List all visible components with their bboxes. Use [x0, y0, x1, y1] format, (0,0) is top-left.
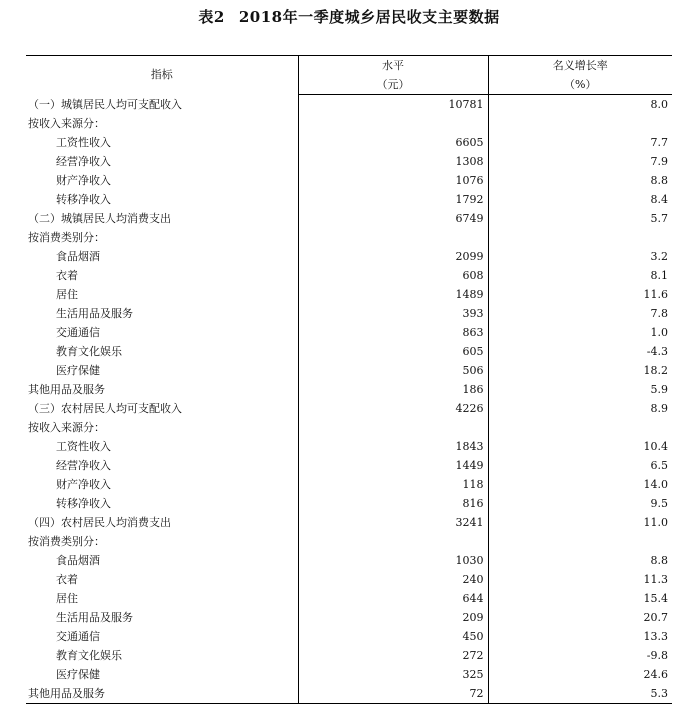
- table-row: [26, 399, 672, 418]
- table-row: [26, 437, 672, 456]
- table-number: 表2: [198, 8, 225, 26]
- header-growth: 名义增长率: [488, 56, 672, 77]
- table-row: [26, 646, 672, 665]
- row-label: 居住: [26, 285, 298, 304]
- row-level: 325: [298, 665, 488, 684]
- row-growth: 8.9: [650, 402, 668, 415]
- table-title-text: 2018年一季度城乡居民收支主要数据: [238, 8, 500, 26]
- row-label: 医疗保健: [26, 665, 298, 684]
- table-row: [26, 513, 672, 532]
- row-growth: 8.4: [650, 193, 668, 206]
- row-level: 72: [298, 684, 488, 704]
- row-label: 其他用品及服务: [26, 380, 298, 399]
- table-header: [26, 56, 672, 95]
- table-row: [26, 551, 672, 570]
- table-row: [26, 475, 672, 494]
- row-level: [298, 114, 488, 133]
- data-table: [26, 55, 672, 704]
- row-label: 经营净收入: [26, 456, 298, 475]
- table-row: [26, 95, 672, 115]
- row-growth: -4.3: [646, 345, 668, 358]
- table-row: [26, 247, 672, 266]
- row-growth: [488, 418, 672, 437]
- row-growth: 9.5: [650, 497, 668, 510]
- header-growth-unit: （%）: [488, 76, 672, 95]
- row-level: 118: [298, 475, 488, 494]
- row-level: 1076: [298, 171, 488, 190]
- row-label: 衣着: [26, 266, 298, 285]
- table-row: [26, 342, 672, 361]
- row-growth: 5.3: [488, 684, 672, 704]
- row-level: 1843: [298, 437, 488, 456]
- row-growth: 18.2: [643, 364, 668, 377]
- table-row: [26, 361, 672, 380]
- row-label: 工资性收入: [26, 437, 298, 456]
- table-row: [26, 665, 672, 684]
- row-level: [298, 228, 488, 247]
- row-growth: 8.1: [650, 269, 668, 282]
- row-label: 教育文化娱乐: [26, 342, 298, 361]
- table-row: [26, 152, 672, 171]
- row-growth: 20.7: [643, 611, 668, 624]
- table-row: [26, 323, 672, 342]
- table-row: [26, 456, 672, 475]
- row-level: 4226: [298, 399, 488, 418]
- row-label: 交通通信: [26, 323, 298, 342]
- table-row: [26, 114, 672, 133]
- row-label: （三）农村居民人均可支配收入: [26, 399, 298, 418]
- row-label: 转移净收入: [26, 190, 298, 209]
- row-label: 经营净收入: [26, 152, 298, 171]
- row-growth: 3.2: [650, 250, 668, 263]
- row-label: 其他用品及服务: [26, 684, 298, 704]
- row-label: （一）城镇居民人均可支配收入: [26, 95, 298, 115]
- table-row: [26, 171, 672, 190]
- row-level: 393: [298, 304, 488, 323]
- row-label: 按消费类别分：: [26, 228, 298, 247]
- row-label: 食品烟酒: [26, 247, 298, 266]
- row-label: 财产净收入: [26, 171, 298, 190]
- row-label: 按收入来源分：: [26, 418, 298, 437]
- row-level: 863: [298, 323, 488, 342]
- table-row: [26, 228, 672, 247]
- row-level: 6749: [298, 209, 488, 228]
- row-level: 2099: [298, 247, 488, 266]
- row-growth: 7.9: [650, 155, 668, 168]
- table-row: [26, 209, 672, 228]
- row-level: 10781: [298, 95, 488, 115]
- row-level: 506: [298, 361, 488, 380]
- row-growth: 11.3: [643, 573, 668, 586]
- table-row: [26, 133, 672, 152]
- row-label: 居住: [26, 589, 298, 608]
- row-label: 医疗保健: [26, 361, 298, 380]
- row-label: 交通通信: [26, 627, 298, 646]
- header-indicator: 指标: [26, 56, 298, 95]
- row-level: 450: [298, 627, 488, 646]
- row-growth: [488, 228, 672, 247]
- table-row: [26, 494, 672, 513]
- row-growth: -9.8: [646, 649, 668, 662]
- row-growth: [488, 532, 672, 551]
- row-growth: 10.4: [643, 440, 668, 453]
- row-level: 1449: [298, 456, 488, 475]
- row-growth: [488, 114, 672, 133]
- row-growth: 5.7: [650, 212, 668, 225]
- row-label: 生活用品及服务: [26, 608, 298, 627]
- row-level: 1489: [298, 285, 488, 304]
- row-growth: 13.3: [643, 630, 668, 643]
- row-level: [298, 532, 488, 551]
- row-growth: 1.0: [650, 326, 668, 339]
- row-level: 605: [298, 342, 488, 361]
- table-row: [26, 380, 672, 399]
- row-growth: 5.9: [650, 383, 668, 396]
- row-label: 转移净收入: [26, 494, 298, 513]
- row-label: 衣着: [26, 570, 298, 589]
- row-growth: 14.0: [643, 478, 668, 491]
- row-label: 食品烟酒: [26, 551, 298, 570]
- row-label: 财产净收入: [26, 475, 298, 494]
- header-level-unit: （元）: [298, 76, 488, 95]
- row-label: 生活用品及服务: [26, 304, 298, 323]
- row-growth: 11.6: [643, 288, 668, 301]
- row-label: （二）城镇居民人均消费支出: [26, 209, 298, 228]
- row-level: 272: [298, 646, 488, 665]
- row-growth: 6.5: [650, 459, 668, 472]
- header-level: 水平: [298, 56, 488, 77]
- table-body: [26, 95, 672, 704]
- row-level: 209: [298, 608, 488, 627]
- table-row: [26, 608, 672, 627]
- row-level: 186: [298, 380, 488, 399]
- row-label: （四）农村居民人均消费支出: [26, 513, 298, 532]
- row-growth: 8.8: [650, 174, 668, 187]
- row-label: 工资性收入: [26, 133, 298, 152]
- row-level: 608: [298, 266, 488, 285]
- row-level: 6605: [298, 133, 488, 152]
- row-level: 644: [298, 589, 488, 608]
- row-growth: 8.0: [650, 98, 668, 111]
- row-growth: 7.8: [650, 307, 668, 320]
- table-row: [26, 589, 672, 608]
- table-row: [26, 190, 672, 209]
- row-label: 按收入来源分：: [26, 114, 298, 133]
- row-level: [298, 418, 488, 437]
- row-level: 1030: [298, 551, 488, 570]
- row-growth: 8.8: [650, 554, 668, 567]
- row-level: 816: [298, 494, 488, 513]
- row-level: 1792: [298, 190, 488, 209]
- table-row: [26, 684, 672, 704]
- table-title: [0, 6, 698, 27]
- row-growth: 24.6: [643, 668, 668, 681]
- row-label: 教育文化娱乐: [26, 646, 298, 665]
- row-level: 240: [298, 570, 488, 589]
- row-level: 3241: [298, 513, 488, 532]
- table-row: [26, 627, 672, 646]
- table-row: [26, 418, 672, 437]
- row-growth: 11.0: [643, 516, 668, 529]
- row-level: 1308: [298, 152, 488, 171]
- row-growth: 7.7: [650, 136, 668, 149]
- table-row: [26, 570, 672, 589]
- table-row: [26, 266, 672, 285]
- table-row: [26, 304, 672, 323]
- table-row: [26, 532, 672, 551]
- row-growth: 15.4: [643, 592, 668, 605]
- table-row: [26, 285, 672, 304]
- row-label: 按消费类别分：: [26, 532, 298, 551]
